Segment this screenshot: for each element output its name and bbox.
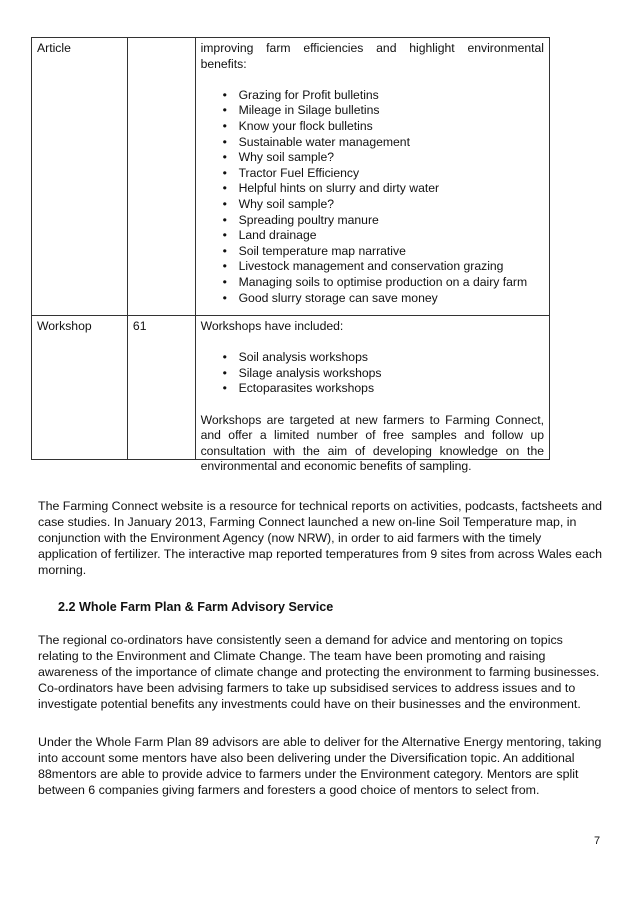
list-item: • Why soil sample?	[201, 197, 544, 213]
coordinators-paragraph: The regional co-ordinators have consistently seen a demand for advice and mentoring on topics relating to the Environment and Climate Change. The team have been promoting and raising awareness of the importance of climate change and protecting the environment to farming businesses. Co-ordinators have been advising farmers to take up subsidised services to address issues and to investigate potential benefits any investments could have on their businesses and the environment.	[38, 633, 600, 711]
list-item: • Land drainage	[201, 228, 544, 244]
activity-description-cell	[195, 316, 549, 474]
page-number: 7	[594, 835, 601, 847]
list-item: • Grazing for Profit bulletins	[201, 88, 544, 104]
activity-count-cell: 61	[127, 316, 195, 460]
activity-count-cell	[127, 38, 195, 316]
activity-description-cell	[195, 38, 549, 316]
activity-type-cell: Workshop	[32, 316, 128, 460]
list-item: • Ectoparasites workshops	[201, 381, 544, 397]
table-row	[32, 38, 550, 316]
website-paragraph: The Farming Connect website is a resource for technical reports on activities, podcasts, factsheets and case studies. In January 2013, Farming Connect launched a new on-line Soil Temperature map, in conjunction with the Environment Agency (now NRW), in order to aid farmers with the timely application of fertilizer. The interactive map reported temperatures from 9 sites from across Wales each morning.	[38, 499, 603, 577]
workshop-bullet-list	[201, 350, 544, 397]
list-item: • Good slurry storage can save money	[201, 291, 544, 307]
whole-farm-plan-paragraph: Under the Whole Farm Plan 89 advisors are able to deliver for the Alternative Energy mentoring, taking into account some mentors have also been delivering under the Diversification topic. An additional 88mentors are able to provide advice to farmers under the Environment category. Mentors are split between 6 companies giving farmers and foresters a good choice of mentors to select from.	[38, 735, 602, 797]
list-item: • Sustainable water management	[201, 135, 544, 151]
list-item: • Helpful hints on slurry and dirty water	[201, 181, 544, 197]
activity-type-cell: Article	[32, 38, 128, 316]
article-bullet-list	[201, 88, 544, 306]
list-item: • Mileage in Silage bulletins	[201, 103, 544, 119]
workshop-intro: Workshops have included:	[200, 319, 344, 333]
list-item: • Soil temperature map narrative	[201, 244, 544, 260]
list-item: • Silage analysis workshops	[201, 366, 544, 382]
list-item: • Soil analysis workshops	[201, 350, 544, 366]
table-row	[32, 316, 550, 460]
list-item: • Spreading poultry manure	[201, 213, 544, 229]
workshop-description: Workshops are targeted at new farmers to Farming Connect, and offer a limited number of free samples and follow up consultation with the aim of developing knowledge on the environmental and economic benefits of sampling.	[200, 412, 544, 474]
list-item: • Why soil sample?	[201, 150, 544, 166]
list-item: • Livestock management and conservation grazing	[201, 259, 544, 275]
list-item: • Tractor Fuel Efficiency	[201, 166, 544, 182]
list-item: • Managing soils to optimise production on a dairy farm	[201, 275, 544, 291]
list-item: • Know your flock bulletins	[201, 119, 544, 135]
article-intro: improving farm efficiencies and highlight environmental benefits:	[200, 41, 544, 71]
section-heading: 2.2 Whole Farm Plan & Farm Advisory Service	[58, 600, 334, 614]
activities-table	[31, 37, 550, 474]
